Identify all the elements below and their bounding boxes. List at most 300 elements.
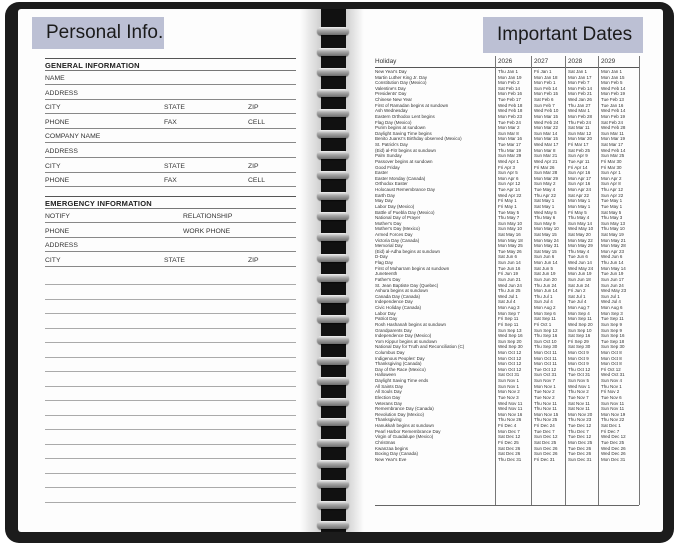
spiral-ring bbox=[317, 357, 349, 365]
holiday-date-cell: Sat Dec 26 bbox=[498, 451, 521, 457]
spiral-ring bbox=[317, 89, 349, 97]
holiday-date-cell: Sun Jun 17 bbox=[601, 276, 624, 282]
holiday-name-cell: Ash Wednesday bbox=[375, 108, 408, 114]
city-field[interactable]: CITY bbox=[45, 101, 164, 114]
column-separator bbox=[598, 56, 599, 505]
holiday-name-cell: Eastern Orthodox Lent begins bbox=[375, 113, 435, 119]
holiday-name-cell: Labor Day (Mexico) bbox=[375, 203, 415, 209]
holiday-date-cell: Mon Mar 8 bbox=[534, 147, 556, 153]
holiday-date-cell: Sat Dec 1 bbox=[601, 423, 621, 429]
year-column-header: 2026 bbox=[498, 58, 513, 65]
holiday-date-cell: Mon Feb 28 bbox=[568, 113, 593, 119]
name-field[interactable]: NAME bbox=[45, 72, 296, 85]
spiral-ring bbox=[317, 521, 349, 529]
holiday-name-cell: Benito Juarez's Birthday observed (Mexico) bbox=[375, 136, 462, 142]
holiday-date-cell: Wed Jun 24 bbox=[498, 282, 522, 288]
address-field[interactable]: ADDRESS bbox=[45, 87, 296, 100]
holiday-date-cell: Fri Oct 1 bbox=[534, 321, 552, 327]
address-field[interactable]: ADDRESS bbox=[45, 239, 296, 252]
holiday-date-cell: Sun Apr 16 bbox=[568, 181, 591, 187]
holiday-date-cell: Thu Sep 30 bbox=[534, 344, 558, 350]
holiday-name-cell: Mother's Day (Mexico) bbox=[375, 226, 420, 232]
holiday-name-cell: Purim begins at sundown bbox=[375, 125, 426, 131]
fax-field[interactable]: FAX bbox=[164, 116, 248, 129]
holiday-name-cell: Veterans Day bbox=[375, 400, 403, 406]
holiday-date-cell: Mon Apr 17 bbox=[568, 175, 592, 181]
spiral-ring bbox=[317, 439, 349, 447]
holiday-name-cell: All Saints Day bbox=[375, 383, 404, 389]
holiday-date-cell: Fri Dec 4 bbox=[498, 423, 517, 429]
state-field[interactable]: STATE bbox=[164, 160, 248, 173]
holiday-date-cell: Sun Jun 18 bbox=[568, 276, 591, 282]
phone-field[interactable]: PHONE bbox=[45, 225, 183, 238]
holiday-date-cell: Sun Sep 13 bbox=[498, 327, 522, 333]
holiday-date-cell: Mon May 10 bbox=[534, 226, 559, 232]
holiday-date-cell: Mon May 21 bbox=[601, 237, 626, 243]
holiday-date-cell: Sun May 13 bbox=[601, 220, 626, 226]
holiday-date-cell: Mon Nov 2 bbox=[498, 389, 520, 395]
holiday-date-cell: Fri Jun 19 bbox=[498, 271, 519, 277]
holiday-name-cell: Christmas bbox=[375, 439, 396, 445]
holiday-date-cell: Sat Dec 12 bbox=[498, 434, 521, 440]
holiday-date-cell: Fri Sep 11 bbox=[498, 316, 519, 322]
holiday-date-cell: Thu Jan 1 bbox=[498, 69, 519, 74]
holiday-date-cell: Mon Oct 9 bbox=[568, 355, 589, 361]
holiday-date-cell: Tue Jun 19 bbox=[601, 271, 624, 277]
holiday-date-cell: Tue May 1 bbox=[601, 198, 623, 204]
holiday-date-cell: Wed Feb 14 bbox=[601, 147, 626, 153]
phone-field[interactable]: PHONE bbox=[45, 174, 164, 187]
holiday-date-cell: Mon Oct 9 bbox=[568, 361, 589, 367]
spiral-ring bbox=[317, 398, 349, 406]
holiday-date-cell: Sun Sep 16 bbox=[601, 333, 625, 339]
note-line[interactable] bbox=[45, 313, 296, 314]
holiday-date-cell: Fri Apr 14 bbox=[568, 164, 588, 170]
city-field[interactable]: CITY bbox=[45, 254, 164, 267]
holiday-date-cell: Wed Feb 14 bbox=[601, 108, 626, 114]
holiday-date-cell: Sun Apr 8 bbox=[601, 181, 621, 187]
holiday-date-cell: Sun May 10 bbox=[498, 220, 523, 226]
holiday-name-cell: Chinese New Year bbox=[375, 97, 413, 103]
holiday-date-cell: Sun Nov 1 bbox=[498, 378, 520, 384]
spiral-ring bbox=[317, 233, 349, 241]
holiday-name-cell: (Eid) al-Adha begins at sundown bbox=[375, 248, 441, 254]
spiral-ring bbox=[317, 192, 349, 200]
phone-field[interactable]: PHONE bbox=[45, 116, 164, 129]
holiday-date-cell: Wed Dec 12 bbox=[601, 434, 626, 440]
holiday-date-cell: Fri Dec 24 bbox=[534, 423, 555, 429]
holiday-name-cell: Easter Monday (Canada) bbox=[375, 175, 426, 181]
holiday-date-cell: Fri May 1 bbox=[498, 203, 517, 209]
spiral-ring bbox=[317, 295, 349, 303]
note-line[interactable] bbox=[45, 328, 296, 329]
holiday-date-cell: Sun Nov 7 bbox=[534, 378, 556, 384]
holiday-date-cell: Wed Apr 1 bbox=[498, 158, 519, 164]
holiday-date-cell: Mon May 22 bbox=[568, 237, 593, 243]
holiday-date-cell: Fri Dec 7 bbox=[601, 428, 620, 434]
holiday-date-cell: Sun Mar 11 bbox=[601, 130, 624, 136]
holiday-date-cell: Mon Jan 1 bbox=[601, 69, 623, 74]
note-line[interactable] bbox=[45, 429, 296, 430]
state-field[interactable]: STATE bbox=[164, 254, 248, 267]
holiday-name-cell: Election Day bbox=[375, 394, 401, 400]
holiday-date-cell: Thu Oct 12 bbox=[568, 366, 591, 372]
holiday-date-cell: Sun Apr 12 bbox=[498, 181, 521, 187]
holiday-date-cell: Mon Mar 2 bbox=[498, 125, 520, 131]
holiday-date-cell: Mon May 24 bbox=[534, 237, 559, 243]
fax-field[interactable]: FAX bbox=[164, 174, 248, 187]
holiday-date-cell: Sat Nov 11 bbox=[568, 400, 590, 406]
left-gutter-shadow bbox=[300, 9, 321, 532]
city-field[interactable]: CITY bbox=[45, 160, 164, 173]
spiral-ring bbox=[317, 501, 349, 509]
holiday-name-cell: Canada Day (Canada) bbox=[375, 293, 421, 299]
holiday-date-cell: Sat Mar 17 bbox=[601, 142, 624, 148]
form-row bbox=[45, 86, 296, 100]
holiday-date-cell: Tue Jan 16 bbox=[601, 102, 624, 108]
note-line[interactable] bbox=[45, 487, 296, 488]
holiday-date-cell: Fri Mar 26 bbox=[534, 164, 555, 170]
holiday-date-cell: Wed Dec 26 bbox=[601, 451, 626, 457]
holiday-date-cell: Mon Jun 19 bbox=[568, 271, 592, 277]
holiday-date-cell: Thu May 10 bbox=[601, 226, 625, 232]
holiday-date-cell: Mon Mar 19 bbox=[601, 136, 626, 142]
holiday-date-cell: Mon Dec 25 bbox=[568, 439, 593, 445]
holiday-date-cell: Sat Jun 5 bbox=[534, 265, 554, 271]
holiday-date-cell: Sat Jul 4 bbox=[498, 299, 516, 305]
holiday-date-cell: Tue Jul 4 bbox=[568, 299, 587, 305]
holiday-name-cell: Memorial Day bbox=[375, 243, 403, 249]
holiday-name-cell: Martin Luther King Jr. Day bbox=[375, 74, 428, 80]
holiday-date-cell: Tue May 4 bbox=[534, 187, 556, 193]
notify-field[interactable]: NOTIFY bbox=[45, 210, 183, 223]
holiday-date-cell: Thu Apr 12 bbox=[601, 187, 624, 193]
holiday-date-cell: Sat Dec 25 bbox=[534, 439, 557, 445]
holiday-date-cell: Sun Jul 1 bbox=[601, 293, 620, 299]
holiday-date-cell: Tue Nov 2 bbox=[534, 389, 555, 395]
holiday-date-cell: Thu Jul 1 bbox=[534, 293, 553, 299]
spiral-ring bbox=[317, 418, 349, 426]
holiday-date-cell: Thu Apr 22 bbox=[534, 192, 557, 198]
spiral-ring bbox=[317, 274, 349, 282]
general-information-header: GENERAL INFORMATION bbox=[45, 58, 296, 71]
holiday-name-cell: St. Jean Baptiste Day (Quebec) bbox=[375, 282, 439, 288]
form-row bbox=[45, 100, 296, 114]
emergency-information-header: EMERGENCY INFORMATION bbox=[45, 196, 296, 209]
holiday-date-cell: Thu Nov 11 bbox=[534, 400, 557, 406]
holiday-date-cell: Wed Feb 24 bbox=[534, 119, 559, 125]
spiral-ring bbox=[317, 27, 349, 35]
holiday-date-cell: Mon Nov 15 bbox=[534, 411, 559, 417]
holiday-name-cell: Earth Day bbox=[375, 192, 396, 198]
holiday-name-cell: Easter bbox=[375, 170, 389, 176]
holiday-date-cell: Sun May 9 bbox=[534, 220, 556, 226]
holiday-date-cell: Tue Jun 6 bbox=[568, 254, 588, 260]
form-row bbox=[45, 144, 296, 158]
holiday-name-cell: Remembrance Day (Canada) bbox=[375, 406, 434, 412]
holiday-date-cell: Sun Mar 21 bbox=[534, 153, 558, 159]
note-line[interactable] bbox=[45, 299, 296, 300]
holiday-date-cell: Thu Nov 23 bbox=[568, 417, 592, 423]
holiday-date-cell: Fri Sep 29 bbox=[568, 338, 589, 344]
holiday-date-cell: Thu May 4 bbox=[568, 248, 590, 254]
holiday-date-cell: Mon Sep 3 bbox=[601, 310, 623, 316]
holiday-date-cell: Mon Oct 11 bbox=[534, 355, 557, 361]
form-row bbox=[45, 71, 296, 85]
note-line[interactable] bbox=[45, 473, 296, 474]
holiday-date-cell: Tue Dec 12 bbox=[568, 423, 592, 429]
spiral-ring bbox=[317, 109, 349, 117]
note-line[interactable] bbox=[45, 415, 296, 416]
holiday-date-cell: Tue Dec 26 bbox=[568, 451, 592, 457]
holiday-name-cell: Thanksgiving bbox=[375, 417, 402, 423]
holiday-date-cell: Mon Oct 11 bbox=[534, 350, 557, 355]
note-line[interactable] bbox=[45, 458, 296, 459]
holiday-date-cell: Mon Aug 7 bbox=[568, 305, 590, 311]
holiday-date-cell: Mon Mar 22 bbox=[534, 125, 559, 131]
holiday-date-cell: Tue May 26 bbox=[498, 248, 522, 254]
note-line[interactable] bbox=[45, 386, 296, 387]
right-gutter-shadow bbox=[346, 9, 364, 532]
work-phone-field[interactable]: WORK PHONE bbox=[183, 225, 296, 238]
column-separator bbox=[639, 56, 640, 505]
holiday-name-cell: National Day for Truth and Reconciliation (C) bbox=[375, 344, 465, 350]
holiday-name-cell: Boxing Day (Canada) bbox=[375, 451, 419, 457]
holiday-name-cell: Flag Day (Mexico) bbox=[375, 119, 412, 125]
holiday-date-cell: Sun Nov 4 bbox=[601, 378, 623, 384]
spiral-ring bbox=[317, 151, 349, 159]
holiday-date-cell: Mon Jan 19 bbox=[498, 74, 522, 80]
zip-field[interactable]: ZIP bbox=[248, 101, 296, 114]
holiday-date-cell: Wed Feb 18 bbox=[498, 102, 523, 108]
holiday-date-cell: Sat Jun 24 bbox=[568, 282, 590, 288]
holiday-date-cell: Sun Nov 1 bbox=[498, 383, 520, 389]
holiday-date-cell: Fri May 5 bbox=[568, 209, 587, 215]
holiday-name-cell: National Day of Prayer bbox=[375, 215, 421, 221]
holiday-date-cell: Sun Mar 8 bbox=[498, 130, 519, 136]
holiday-date-cell: Sat Feb 14 bbox=[498, 85, 521, 91]
holiday-date-cell: Tue May 5 bbox=[498, 209, 520, 215]
holiday-date-cell: Tue Mar 17 bbox=[498, 142, 521, 148]
holiday-date-cell: Mon Aug 2 bbox=[534, 305, 556, 311]
holiday-date-cell: Tue Apr 11 bbox=[568, 158, 590, 164]
holiday-date-cell: Mon Feb 7 bbox=[568, 80, 590, 86]
year-column-header: 2027 bbox=[534, 58, 549, 65]
holiday-date-cell: Mon Oct 9 bbox=[568, 350, 589, 355]
holiday-date-cell: Fri Mar 30 bbox=[601, 164, 622, 170]
holiday-date-cell: Sat May 19 bbox=[601, 231, 624, 237]
holiday-date-cell: Mon Feb 2 bbox=[498, 80, 520, 86]
holiday-date-cell: Tue Oct 12 bbox=[534, 366, 557, 372]
holiday-date-cell: Mon Apr 24 bbox=[568, 187, 592, 193]
holiday-date-cell: Sun Sep 12 bbox=[534, 327, 558, 333]
holiday-date-cell: Sun Mar 28 bbox=[534, 170, 558, 176]
holiday-name-cell: Indigenous Peoples' Day bbox=[375, 355, 425, 361]
holiday-date-cell: Sun Oct 10 bbox=[534, 338, 557, 344]
cell-field[interactable]: CELL bbox=[248, 174, 296, 187]
holiday-date-cell: Sat May 5 bbox=[601, 209, 622, 215]
holiday-date-cell: Sun Sep 9 bbox=[601, 321, 623, 327]
holiday-date-cell: Wed Sep 20 bbox=[568, 321, 593, 327]
holiday-date-cell: Tue Oct 31 bbox=[568, 372, 591, 378]
note-line[interactable] bbox=[45, 400, 296, 401]
holiday-name-cell: New Year's Day bbox=[375, 69, 407, 74]
holiday-date-cell: Sat May 20 bbox=[568, 231, 591, 237]
holiday-date-cell: Mon Mar 20 bbox=[568, 136, 593, 142]
holiday-date-cell: Wed Feb 10 bbox=[534, 108, 559, 114]
holiday-date-cell: Sun Dec 26 bbox=[534, 451, 558, 457]
holiday-date-cell: Thu Nov 1 bbox=[601, 383, 622, 389]
holiday-date-cell: Thu Nov 22 bbox=[601, 417, 625, 423]
holiday-date-cell: Thu Dec 31 bbox=[498, 456, 522, 462]
table-bottom-rule bbox=[375, 505, 639, 506]
holiday-date-cell: Mon Sep 7 bbox=[498, 310, 520, 316]
holiday-date-cell: Fri Mar 17 bbox=[568, 142, 589, 148]
holiday-date-cell: Sat Feb 24 bbox=[601, 119, 624, 125]
holiday-name-cell: Labor Day bbox=[375, 310, 396, 316]
holiday-date-cell: Mon Mar 15 bbox=[534, 113, 559, 119]
holiday-date-cell: Sat Nov 11 bbox=[568, 406, 590, 412]
holiday-date-cell: Thu Mar 19 bbox=[498, 147, 522, 153]
spiral-ring bbox=[317, 254, 349, 262]
holiday-date-cell: Wed May 5 bbox=[534, 209, 557, 215]
holiday-date-cell: Fri Mar 30 bbox=[601, 158, 622, 164]
holiday-date-cell: Sun Jun 24 bbox=[601, 282, 624, 288]
holiday-date-cell: Sun May 10 bbox=[498, 226, 523, 232]
cell-field[interactable]: CELL bbox=[248, 116, 296, 129]
form-row bbox=[45, 129, 296, 143]
holiday-date-cell: Sun Apr 9 bbox=[568, 153, 588, 159]
holiday-date-cell: Wed May 23 bbox=[601, 288, 627, 294]
holiday-date-cell: Tue Feb 17 bbox=[498, 97, 521, 103]
holiday-date-cell: Tue Nov 3 bbox=[498, 394, 519, 400]
holiday-name-cell: New Year's Eve bbox=[375, 456, 407, 462]
holiday-date-cell: Mon Aug 3 bbox=[498, 305, 520, 311]
holiday-date-cell: Wed Jan 26 bbox=[568, 97, 592, 103]
holiday-date-cell: Sun Apr 16 bbox=[568, 170, 591, 176]
holiday-column-header: Holiday bbox=[375, 58, 397, 65]
holiday-date-cell: Mon Feb 19 bbox=[601, 91, 626, 97]
holiday-date-cell: Thu Nov 25 bbox=[534, 417, 558, 423]
personal-info-tab: Personal Info. bbox=[32, 17, 164, 49]
holiday-date-cell: Mon Oct 12 bbox=[498, 355, 522, 361]
holiday-date-cell: Sun Apr 22 bbox=[601, 192, 624, 198]
holiday-date-cell: Sun Apr 5 bbox=[498, 170, 518, 176]
holiday-date-cell: Mon May 31 bbox=[534, 243, 559, 249]
holiday-date-cell: Sun Mar 12 bbox=[568, 130, 592, 136]
note-line[interactable] bbox=[45, 502, 296, 503]
holiday-date-cell: Wed Sep 16 bbox=[498, 333, 523, 339]
holiday-date-cell: Mon May 1 bbox=[568, 203, 591, 209]
holiday-date-cell: Thu May 4 bbox=[568, 215, 590, 221]
holiday-date-cell: Sun Nov 11 bbox=[601, 400, 625, 406]
holiday-name-cell: Flag Day bbox=[375, 260, 394, 266]
holiday-date-cell: Mon Aug 6 bbox=[601, 305, 623, 311]
holiday-date-cell: Sun Feb 14 bbox=[534, 85, 558, 91]
holiday-name-cell: Virgin of Guadalupe (Mexico) bbox=[375, 434, 434, 440]
holiday-date-cell: Mon Feb 5 bbox=[601, 80, 623, 86]
holiday-date-cell: Wed Jun 6 bbox=[601, 254, 623, 260]
spiral-ring bbox=[317, 460, 349, 468]
holiday-date-cell: Mon Jan 17 bbox=[568, 74, 592, 80]
holiday-date-cell: Sat Jul 1 bbox=[568, 293, 586, 299]
holiday-date-cell: Mon Oct 12 bbox=[498, 350, 522, 355]
holiday-name-cell: Kwanzaa begins bbox=[375, 445, 409, 451]
holiday-date-cell: Sun Sep 20 bbox=[498, 338, 522, 344]
holiday-date-cell: Wed Nov 1 bbox=[568, 383, 591, 389]
holiday-date-cell: Mon Nov 19 bbox=[601, 411, 626, 417]
form-row bbox=[45, 253, 296, 267]
holiday-date-cell: Wed Feb 18 bbox=[498, 108, 523, 114]
company-name-field[interactable]: COMPANY NAME bbox=[45, 130, 296, 143]
holiday-name-cell: Patriot Day bbox=[375, 316, 398, 322]
holiday-date-cell: Thu May 6 bbox=[534, 215, 556, 221]
note-line[interactable] bbox=[45, 357, 296, 358]
holiday-date-cell: Mon Jan 15 bbox=[601, 74, 625, 80]
note-line[interactable] bbox=[45, 444, 296, 445]
holiday-name-cell: Passover begins at sundown bbox=[375, 158, 433, 164]
spiral-ring bbox=[317, 377, 349, 385]
holiday-date-cell: Sat Oct 31 bbox=[498, 372, 520, 378]
holiday-date-cell: Wed Jul 4 bbox=[601, 299, 621, 305]
note-line[interactable] bbox=[45, 371, 296, 372]
holiday-date-cell: Mon Oct 8 bbox=[601, 361, 622, 367]
relationship-field[interactable]: RELATIONSHIP bbox=[183, 210, 296, 223]
holiday-date-cell: Mon Apr 6 bbox=[498, 175, 519, 181]
zip-field[interactable]: ZIP bbox=[248, 254, 296, 267]
address-field[interactable]: ADDRESS bbox=[45, 145, 296, 158]
state-field[interactable]: STATE bbox=[164, 101, 248, 114]
holiday-name-cell: Victoria Day (Canada) bbox=[375, 237, 420, 243]
spiral-ring bbox=[317, 212, 349, 220]
holiday-date-cell: Fri Oct 12 bbox=[601, 366, 621, 372]
holiday-date-cell: Mon Oct 11 bbox=[534, 361, 557, 367]
holiday-date-cell: Fri Dec 31 bbox=[534, 456, 555, 462]
holiday-date-cell: Thu Nov 11 bbox=[534, 406, 557, 412]
holiday-date-cell: Mon Apr 2 bbox=[601, 175, 622, 181]
form-row bbox=[45, 224, 296, 238]
holiday-date-cell: Thu Dec 7 bbox=[568, 428, 589, 434]
holiday-date-cell: Mon May 29 bbox=[568, 243, 593, 249]
holiday-date-cell: Tue Nov 7 bbox=[568, 394, 589, 400]
holiday-date-cell: Tue Dec 25 bbox=[601, 439, 625, 445]
holiday-date-cell: Mon May 14 bbox=[601, 265, 626, 271]
holiday-date-cell: Sun Nov 11 bbox=[601, 406, 625, 412]
holiday-date-cell: Fri Jan 1 bbox=[534, 69, 552, 74]
form-row bbox=[45, 173, 296, 187]
column-separator bbox=[531, 56, 532, 505]
holiday-date-cell: Wed Mar 17 bbox=[534, 142, 559, 148]
note-line[interactable] bbox=[45, 342, 296, 343]
holiday-name-cell: D-Day bbox=[375, 254, 388, 260]
holiday-date-cell: Sat May 1 bbox=[534, 198, 555, 204]
holiday-date-cell: Thu Jan 27 bbox=[568, 102, 591, 108]
holiday-date-cell: Fri Nov 2 bbox=[601, 389, 620, 395]
holiday-date-cell: Sat May 15 bbox=[534, 248, 557, 254]
holiday-date-cell: Sun Jun 20 bbox=[534, 276, 557, 282]
holiday-date-cell: Sun Sep 9 bbox=[601, 327, 623, 333]
form-row bbox=[45, 159, 296, 173]
holiday-date-cell: Sat Sep 11 bbox=[534, 316, 556, 322]
holiday-date-cell: Sat Dec 26 bbox=[498, 445, 521, 451]
zip-field[interactable]: ZIP bbox=[248, 160, 296, 173]
holiday-date-cell: Mon Dec 7 bbox=[498, 428, 520, 434]
holiday-date-cell: Tue Nov 6 bbox=[601, 394, 622, 400]
holiday-date-cell: Mon Sep 6 bbox=[534, 310, 556, 316]
note-line[interactable] bbox=[45, 284, 296, 285]
holiday-date-cell: Sun Nov 5 bbox=[568, 378, 590, 384]
spine bbox=[321, 9, 346, 532]
